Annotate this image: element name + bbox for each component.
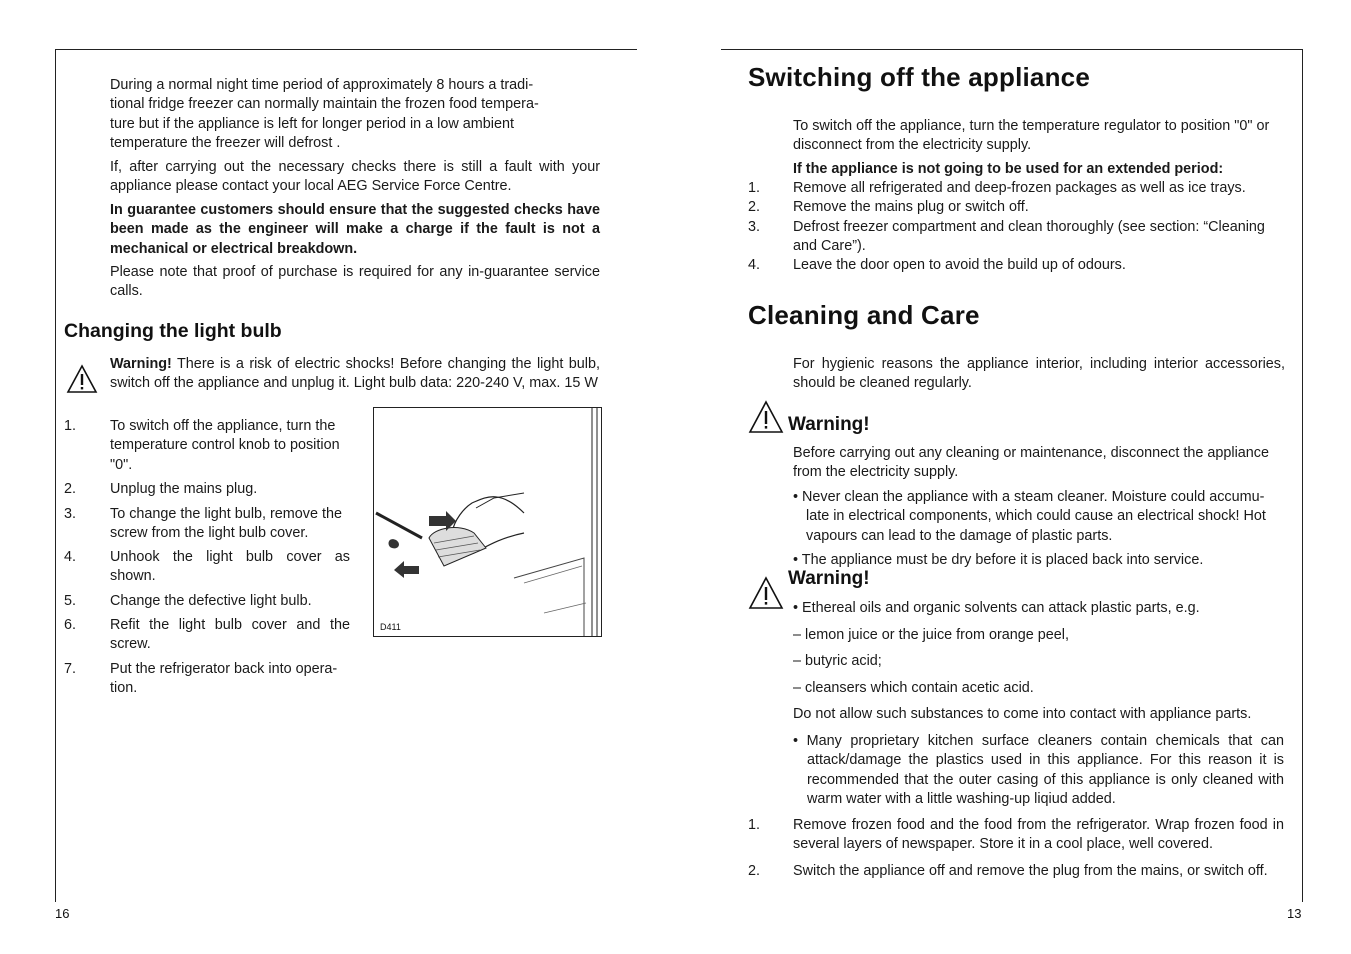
- warning1-dry-bullet: • The appliance must be dry before it is placed back into service.: [793, 552, 1204, 568]
- warning-triangle-icon: [66, 364, 98, 399]
- warning2-cleaners-bullet: • Many proprietary kitchen surface cleaners contain chemicals that can attack/damage the plastics used in this appliance. For this reason it is recommended that the outer casing of this appliance is only cleaned with warm water with a little washing-up liqiud added.: [793, 733, 1284, 807]
- step-number: 4.: [64, 549, 77, 565]
- light-bulb-warning: [110, 355, 600, 394]
- step-number: 3.: [64, 506, 77, 522]
- switching-off-heading: Switching off the appliance: [748, 62, 1090, 92]
- step-number: 6.: [64, 617, 77, 633]
- step-number: 5.: [64, 593, 77, 609]
- right-top-rule: [721, 49, 1303, 50]
- right-side-rule: [1302, 49, 1303, 902]
- warning-label: Warning!: [110, 356, 172, 372]
- figure-label: D411: [380, 622, 401, 632]
- warning-text: There is a risk of electric shocks! Before changing the light bulb, switch off the appliance and unplug it. Light bulb data: 220-240 V, max. 15 W: [110, 356, 600, 392]
- warning1-paragraph: Before carrying out any cleaning or maintenance, disconnect the appliance from the electricity supply.: [793, 445, 1269, 481]
- dash-item-acetic: – cleansers which contain acetic acid.: [793, 680, 1034, 696]
- ext-step-number: 2.: [748, 199, 761, 215]
- step-text: Unplug the mains plug.: [110, 481, 258, 497]
- cleaning-care-heading: Cleaning and Care: [748, 300, 980, 330]
- warning2-oils-bullet: • Ethereal oils and organic solvents can attack plastic parts, e.g.: [793, 600, 1200, 616]
- step-text: Unhook the light bulb cover as shown.: [110, 549, 350, 585]
- ext-step-number: 3.: [748, 219, 761, 235]
- step-number: 7.: [64, 661, 77, 677]
- left-paragraph-service-centre: If, after carrying out the necessary checks there is still a fault with your appliance please contact your local AEG Service Force Centre.: [110, 159, 600, 195]
- clean-step-text: Remove frozen food and the food from the refrigerator. Wrap frozen food in several layers of newspaper. Store it in a cool place, well covered.: [793, 817, 1284, 853]
- warning-triangle-icon: [748, 576, 784, 615]
- clean-step-number: 1.: [748, 817, 761, 833]
- step-text: To switch off the appliance, turn the temperature control knob to position "0".: [110, 418, 340, 473]
- ext-step-number: 1.: [748, 180, 761, 196]
- warning-title-2: Warning!: [788, 568, 870, 589]
- hand-screwdriver-drawing: [374, 408, 601, 636]
- dash-item-butyric: – butyric acid;: [793, 653, 882, 669]
- light-bulb-heading: Changing the light bulb: [64, 320, 282, 342]
- ext-step-text: Defrost freezer compartment and clean thoroughly (see section: “Cleaning and Care”).: [793, 219, 1265, 255]
- step-number: 1.: [64, 418, 77, 434]
- right-page-number: 13: [1287, 906, 1302, 921]
- warning-title-1: Warning!: [788, 414, 870, 435]
- left-top-rule: [55, 49, 637, 50]
- ext-step-text: Remove all refrigerated and deep-frozen packages as well as ice trays.: [793, 180, 1246, 196]
- clean-step-text: Switch the appliance off and remove the plug from the mains, or switch off.: [793, 863, 1268, 879]
- step-text: Refit the light bulb cover and the screw.: [110, 617, 350, 653]
- switch-off-paragraph: To switch off the appliance, turn the temperature regulator to position "0" or disconnect from the electricity supply.: [793, 118, 1270, 154]
- clean-step-number: 2.: [748, 863, 761, 879]
- ext-step-number: 4.: [748, 257, 761, 273]
- left-paragraph-night-defrost: During a normal night time period of approximately 8 hours a tradi- tional fridge freezer can normally maintain the frozen food tempera- ture but if the appliance is left for longer period in a low ambient temperature the freezer will defrost .: [110, 77, 539, 151]
- ext-step-text: Leave the door open to avoid the build up of odours.: [793, 257, 1126, 273]
- do-not-allow-paragraph: Do not allow such substances to come into contact with appliance parts.: [793, 706, 1252, 722]
- light-bulb-illustration: [373, 407, 602, 637]
- step-text: Put the refrigerator back into opera-tion.: [110, 661, 338, 697]
- warning-triangle-icon: [748, 400, 784, 439]
- step-text: Change the defective light bulb.: [110, 593, 312, 609]
- cleaning-intro-paragraph: For hygienic reasons the appliance interior, including interior accessories, should be cleaned regularly.: [793, 356, 1285, 392]
- step-number: 2.: [64, 481, 77, 497]
- left-paragraph-proof-of-purchase: Please note that proof of purchase is required for any in-guarantee service calls.: [110, 264, 600, 300]
- step-text: To change the light bulb, remove the screw from the light bulb cover.: [110, 506, 342, 542]
- warning1-steam-bullet: • Never clean the appliance with a steam cleaner. Moisture could accumu- late in electrical components, which could cause an electrical shock! Hot vapours can lead to the damage of plastic parts.: [793, 489, 1266, 544]
- ext-step-text: Remove the mains plug or switch off.: [793, 199, 1029, 215]
- dash-item-lemon: – lemon juice or the juice from orange peel,: [793, 627, 1069, 643]
- left-side-rule: [55, 49, 56, 902]
- extended-period-heading: If the appliance is not going to be used for an extended period:: [793, 161, 1224, 177]
- left-page-number: 16: [55, 906, 70, 921]
- left-paragraph-guarantee: In guarantee customers should ensure that the suggested checks have been made as the engineer will make a charge if the fault is not a mechanical or electrical breakdown.: [110, 202, 600, 257]
